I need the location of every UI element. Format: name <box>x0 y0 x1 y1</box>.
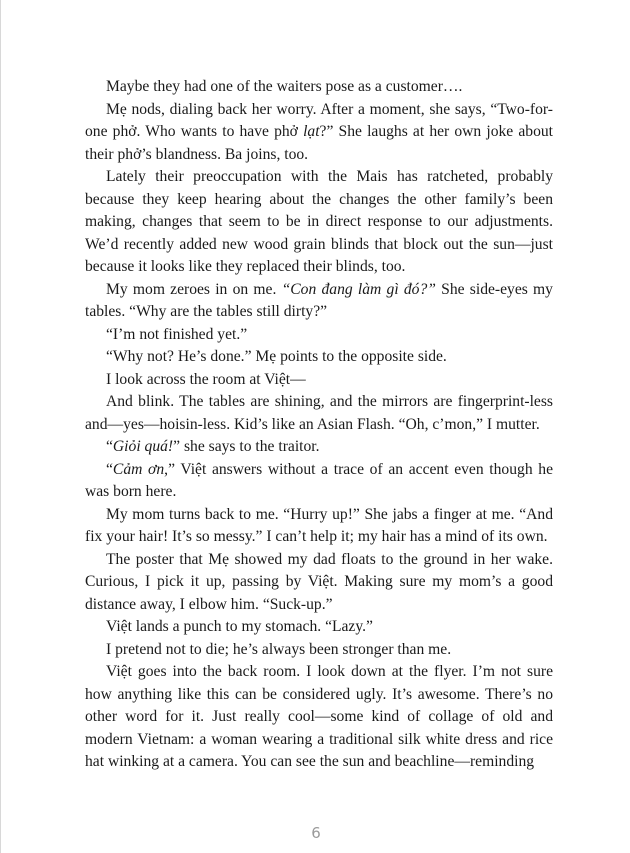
text-run: Việt goes into the back room. I look down at the flyer. I’m not sure how anything like this can be considered ugly. It’s awesome. There’s no other word for it. Just really cool—some kind of collage of old and modern Vietnam: a woman wearing a traditional silk white dress and rice hat winking at a camera. You can see the sun and beachline—reminding <box>85 663 553 770</box>
text-run: Maybe they had one of the waiters pose as a customer…. <box>106 78 463 95</box>
paragraph <box>85 616 553 639</box>
text-run: Lately their preoccupation with the Mais has ratcheted, probably because they keep hearing about the changes the other family’s been making, changes that seem to be in direct response to our adjustments. We’d recently added new wood grain blinds that block out the sun—just because it looks like they replaced their blinds, too. <box>85 168 553 275</box>
text-run: I look across the room at Việt— <box>106 370 306 388</box>
paragraph <box>85 346 553 369</box>
paragraph <box>85 436 553 459</box>
text-run: “Why not? He’s done.” Mẹ points to the opposite side. <box>106 348 447 365</box>
paragraph <box>85 166 553 279</box>
text-run: My mom zeroes in on me. <box>106 280 282 298</box>
text-run: Việt lands a punch to my stomach. “Lazy.” <box>106 618 373 635</box>
text-run: “ <box>106 460 113 478</box>
paragraph <box>85 324 553 347</box>
page-number: 6 <box>311 824 321 842</box>
paragraph <box>85 459 553 504</box>
text-run: ” she says to the traitor. <box>173 438 320 455</box>
paragraph <box>85 279 553 324</box>
text-run: My mom turns back to me. “Hurry up!” She jabs a finger at me. “And fix your hair! It’s so messy.” I can’t help it; my hair has a mind of its own. <box>85 505 553 545</box>
text-run: “ <box>106 438 113 455</box>
paragraph <box>85 369 553 392</box>
paragraph <box>85 549 553 617</box>
italic-text: Giỏi quá! <box>112 438 174 455</box>
italic-text: lạt <box>303 123 320 140</box>
text-run: “I’m not finished yet.” <box>106 325 248 343</box>
paragraph <box>85 99 553 167</box>
paragraph <box>85 661 553 774</box>
text-run: I pretend not to die; he’s always been stronger than me. <box>106 640 452 658</box>
paragraph <box>85 639 553 662</box>
text-run: ?” She laughs at her own joke about their phở’s blandness. Ba joins, too. <box>85 123 554 163</box>
text-run: ,” Việt answers without a trace of an accent even though he was born here. <box>85 460 553 500</box>
italic-text: “Con đang làm gì đó?” <box>281 280 436 298</box>
text-run: She side-eyes my tables. “Why are the tables still dirty?” <box>85 280 553 320</box>
paragraph <box>85 76 553 99</box>
page-body-text <box>85 76 553 774</box>
text-run: The poster that Mẹ showed my dad floats to the ground in her wake. Curious, I pick it up, passing by Việt. Making sure my mom’s a good distance away, I elbow him. “Suck-up.” <box>85 550 553 613</box>
italic-text: Cảm ơn <box>112 460 165 478</box>
paragraph <box>85 504 553 549</box>
text-run: Mẹ nods, dialing back her worry. After a moment, she says, “Two-for-one phở. Who wants to have phở <box>85 100 553 140</box>
paragraph <box>85 391 553 436</box>
text-run: And blink. The tables are shining, and the mirrors are fingerprint-less and—yes—hoisin-less. Kid’s like an Asian Flash. “Oh, c’mon,” I mutter. <box>85 393 553 433</box>
